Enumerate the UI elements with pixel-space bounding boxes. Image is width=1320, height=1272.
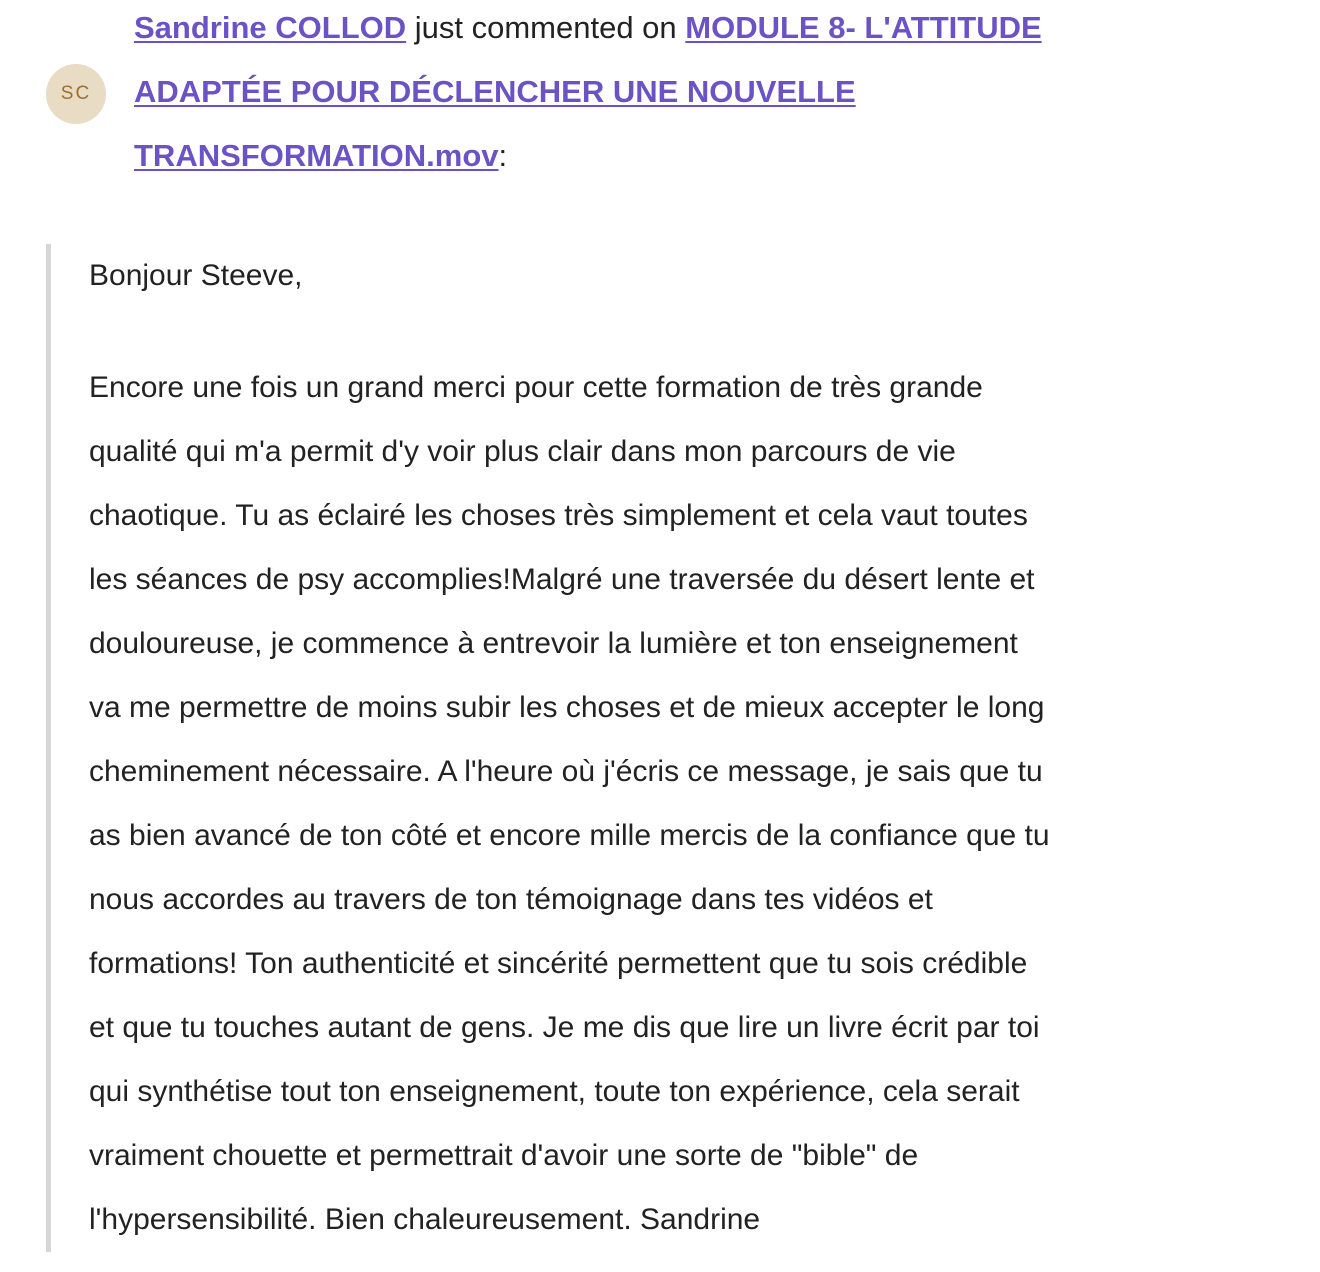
comment-line: va me permettre de moins subir les choses et de mieux accepter le long [89,691,1045,724]
comment-line: formations! Ton authenticité et sincérité permettent que tu sois crédible [89,947,1028,980]
notification-header [0,0,1320,190]
comment-line: l'hypersensibilité. Bien chaleureusement. Sandrine [89,1203,761,1236]
comment-greeting: Bonjour Steeve, [89,259,303,292]
comment-quote [46,244,1151,1252]
comment-line: qualité qui m'a permit d'y voir plus clair dans mon parcours de vie [89,435,956,468]
comment-line: les séances de psy accomplies!Malgré une traversée du désert lente et [89,563,1035,596]
comment-line: cheminement nécessaire. A l'heure où j'écris ce message, je sais que tu [89,755,1043,788]
comment-line: vraiment chouette et permettrait d'avoir une sorte de "bible" de [89,1139,919,1172]
action-text: just commented on [406,10,686,45]
comment-line: qui synthétise tout ton enseignement, toute ton expérience, cela serait [89,1075,1020,1108]
avatar: SC [46,64,106,124]
post-link-part-3[interactable]: TRANSFORMATION.mov [134,138,499,173]
comment-line: Encore une fois un grand merci pour cette formation de très grande [89,371,983,404]
notification-headline [134,0,1134,188]
comment-line: et que tu touches autant de gens. Je me dis que lire un livre écrit par toi [89,1011,1040,1044]
colon-suffix: : [498,138,508,173]
post-link-part-1[interactable]: MODULE 8- L'ATTITUDE [685,10,1042,45]
post-link-part-2[interactable]: ADAPTÉE POUR DÉCLENCHER UNE NOUVELLE [134,74,856,109]
comment-line: douloureuse, je commence à entrevoir la lumière et ton enseignement [89,627,1018,660]
comment-line: chaotique. Tu as éclairé les choses très simplement et cela vaut toutes [89,499,1028,532]
comment-line: nous accordes au travers de ton témoignage dans tes vidéos et [89,883,933,916]
comment-line: as bien avancé de ton côté et encore mille mercis de la confiance que tu [89,819,1050,852]
author-link[interactable]: Sandrine COLLOD [134,10,407,45]
